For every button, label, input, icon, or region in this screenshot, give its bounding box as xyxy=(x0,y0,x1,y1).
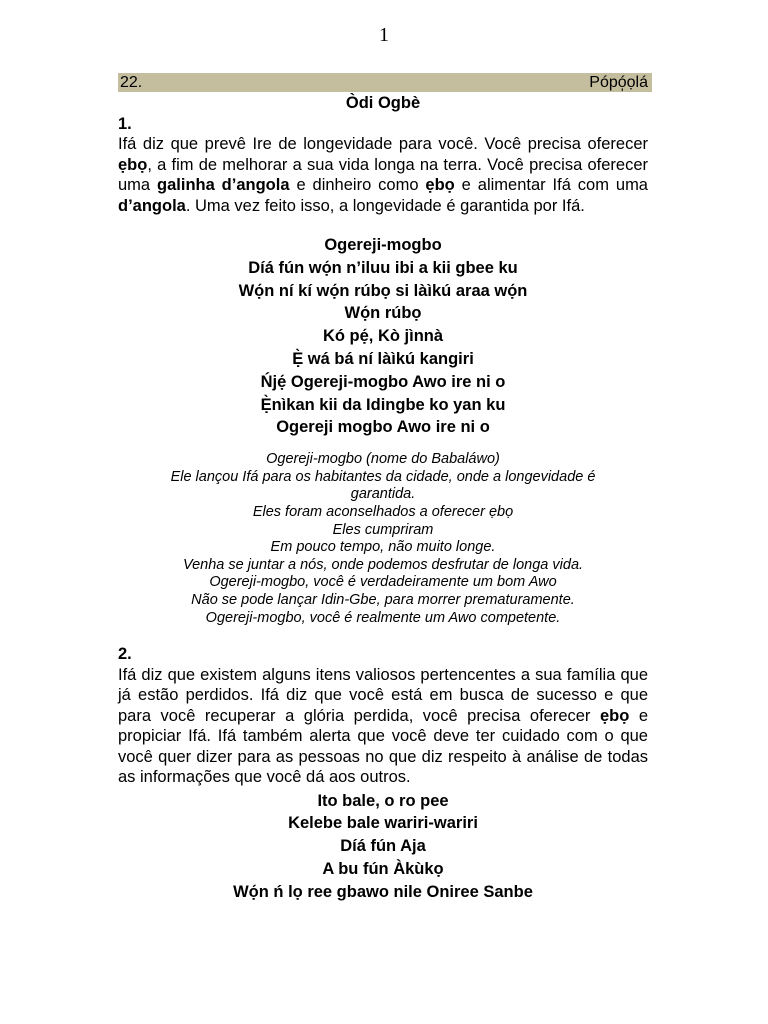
page-number: 1 xyxy=(379,24,389,46)
verse-line: Ito bale, o ro pee xyxy=(317,791,449,810)
document-body xyxy=(118,93,648,904)
paragraph-text: . Uma vez feito isso, a longevidade é garantida por Ifá. xyxy=(185,196,585,215)
verse-line: Ẹ̀ wá bá ní làìkú kangiri xyxy=(292,349,474,368)
paragraph-text: e alimentar Ifá com uma xyxy=(454,176,648,194)
verse-line: Díá fún wọ́n n’iluu ibi a kii gbee ku xyxy=(248,258,518,277)
author-name: Pópó̩ọlá xyxy=(589,73,648,91)
yoruba-verse xyxy=(118,790,648,904)
odu-title: Òdi Ogbè xyxy=(345,94,421,112)
translation-line: Ele lançou Ifá para os habitantes da cidade, onde a longevidade é xyxy=(170,468,596,485)
yoruba-verse xyxy=(118,234,648,439)
translation-line: garantida. xyxy=(350,486,416,503)
verse-line: Wọ́n rúbọ xyxy=(344,304,422,323)
paragraph-emphasis: d’angola xyxy=(118,196,186,215)
paragraph-text: Ifá diz que prevê Ire de longevidade para você. Você precisa oferecer xyxy=(118,135,648,153)
verse-line: Ẹ̀nìkan kii da Idingbe ko yan ku xyxy=(260,395,506,414)
paragraph-emphasis: ẹbọ xyxy=(118,155,148,174)
verse-line: Ogereji mogbo Awo ire ni o xyxy=(276,418,490,437)
section-number: 2. xyxy=(118,645,132,664)
translation-line: Ogereji-mogbo, você é verdadeiramente um bom Awo xyxy=(209,574,557,591)
section-paragraph xyxy=(118,665,648,788)
paragraph-text: Ifá diz que existem alguns itens valiosos pertencentes a sua família que já estão perdidos. Ifá diz que você está em busca de sucesso e que para você recuperar a glória perdida, você precisa oferecer xyxy=(118,665,648,725)
portuguese-translation xyxy=(118,451,648,627)
paragraph-text: e propiciar Ifá. Ifá também alerta que você deve ter cuidado com o que você quer dizer para as pessoas no que diz respeito à análise de todas as informações que você dá aos outros. xyxy=(118,706,648,787)
verse-line: Díá fún Aja xyxy=(340,837,426,856)
paragraph-text: , a fim de melhorar a sua vida longa na terra. Você precisa oferecer uma xyxy=(118,155,648,194)
paragraph-text: e dinheiro como xyxy=(289,176,426,194)
verse-line: Wọ́n ń lọ ree gbawo nile Oniree Sanbe xyxy=(233,882,533,901)
section-paragraph xyxy=(118,134,648,216)
paragraph-emphasis: ẹbọ xyxy=(599,706,630,725)
verse-line: A bu fún Àkùkọ xyxy=(322,860,444,878)
section-number: 1. xyxy=(118,114,132,133)
verse-line: Kelebe bale wariri-wariri xyxy=(288,814,478,833)
paragraph-emphasis: ẹbọ xyxy=(425,176,455,194)
translation-line: Ogereji-mogbo, você é realmente um Awo competente. xyxy=(205,609,561,626)
verse-line: Ńjẹ́ Ogereji-mogbo Awo ire ni o xyxy=(260,372,506,391)
paragraph-emphasis: galinha d’angola xyxy=(157,176,290,194)
verse-line: Wọ́n ní kí wọ́n rúbọ si làìkú araa wọ́n xyxy=(238,281,528,300)
verse-line: Ogereji-mogbo xyxy=(324,236,442,254)
translation-line: Eles cumpriram xyxy=(332,521,434,538)
chapter-number: 22. xyxy=(120,73,143,91)
translation-line: Ogereji-mogbo (nome do Babaláwo) xyxy=(266,451,500,468)
translation-line: Eles foram aconselhados a oferecer ẹbọ xyxy=(252,503,514,520)
translation-line: Não se pode lançar Idin-Gbe, para morrer prematuramente. xyxy=(191,591,575,608)
chapter-header-bar xyxy=(118,73,652,92)
translation-line: Venha se juntar a nós, onde podemos desfrutar de longa vida. xyxy=(182,556,584,573)
verse-line: Kó pẹ́, Kò jìnnà xyxy=(322,327,444,346)
translation-line: Em pouco tempo, não muito longe. xyxy=(270,539,496,556)
